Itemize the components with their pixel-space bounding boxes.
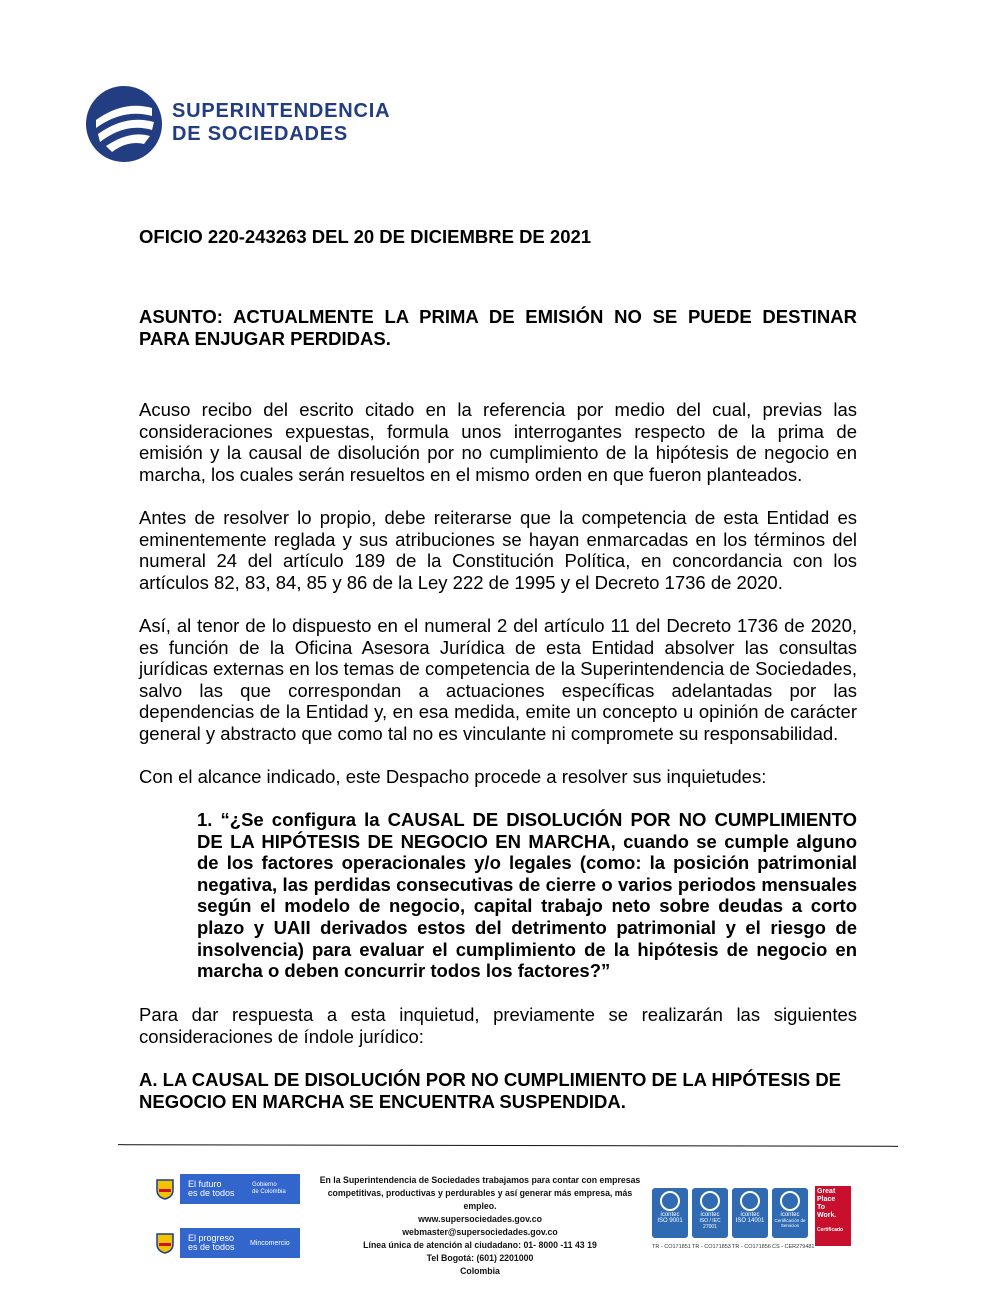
footer-hotline: Línea única de atención al ciudadano: 01- 8000 -11 43 19 xyxy=(363,1240,597,1251)
superintendencia-circle-logo-icon xyxy=(86,86,162,162)
icontec-cert-badge xyxy=(732,1188,768,1238)
colombia-shield-icon xyxy=(150,1174,180,1204)
cert-standard: ISO 14001 xyxy=(735,1218,765,1224)
great-place-to-work-badge xyxy=(815,1186,851,1246)
cert-brand: icontec xyxy=(660,1212,680,1218)
paragraph-4: Con el alcance indicado, este Despacho procede a resolver sus inquietudes: xyxy=(139,766,767,787)
cert-code: TR - CO171851 xyxy=(652,1244,691,1250)
cert-brand: icontec xyxy=(780,1212,800,1218)
cert-standard: ISO / IEC 27001 xyxy=(699,1218,721,1230)
gptw-line-4: Work. xyxy=(817,1212,837,1219)
cert-brand: icontec xyxy=(740,1212,760,1218)
footer-line-1: En la Superintendencia de Sociedades trabajamos para contar con empresas xyxy=(319,1175,641,1186)
footer-website: www.supersociedades.gov.co xyxy=(418,1214,542,1225)
paragraph-3: Así, al tenor de lo dispuesto en el numeral 2 del artículo 11 del Decreto 1736 de 2020, es función de la Oficina Asesora Jurídica de esta Entidad absolver las consultas jurídicas externas en los temas de competencia de la Superintendencia de Sociedades, salvo las que correspondan a actuaciones específicas adelantadas por las dependencias de la Entidad y, en esa medida, emite un concepto u opinión de carácter general y abstracto que como tal no es vinculante ni compromete su responsabilidad. xyxy=(139,615,857,744)
footer-divider xyxy=(118,1144,898,1147)
colombia-shield-icon xyxy=(150,1228,180,1258)
footer-line-2: competitivas, productivas y perdurables y así generar más empresa, más empleo. xyxy=(327,1188,633,1212)
question-1-text: ¿Se configura la CAUSAL DE DISOLUCIÓN POR NO CUMPLIMIENTO DE LA HIPÓTESIS DE NEGOCIO EN MARCHA, cuando se cumple alguno de los factores operacionales y/o legales (como: la posición patrimonial negativa, las perdidas consecutivas de cierre o varios periodos mensuales según el modelo de negocio, capital trabajo neto sobre deudas a corto plazo y UAII derivados estos del detrimento patrimonial y el riesgo de insolvencia) para evaluar el cumplimiento de la hipótesis de negocio en marcha o deben concurrir todos los factores?” xyxy=(197,809,857,982)
cert-code: CS - CER279481 xyxy=(772,1244,815,1250)
subject-line: ASUNTO: ACTUALMENTE LA PRIMA DE EMISIÓN NO SE PUEDE DESTINAR PARA ENJUGAR PERDIDAS. xyxy=(139,306,857,349)
question-1-number: 1. “ xyxy=(197,809,230,830)
gov-badge-2-side: Mincomercio xyxy=(250,1240,290,1247)
cert-code: TR - CO171856 xyxy=(732,1244,771,1250)
icontec-icon xyxy=(700,1191,720,1211)
logo-wordmark xyxy=(172,100,390,146)
icontec-icon xyxy=(740,1191,760,1211)
icontec-icon xyxy=(660,1191,680,1211)
icontec-cert-badge xyxy=(692,1188,728,1238)
gov-badge-1-side-2: de Colombia xyxy=(252,1189,286,1195)
gov-badge-2-line-1: El progreso xyxy=(188,1233,235,1243)
footer-contact xyxy=(314,1174,645,1278)
gptw-line-2: Place xyxy=(817,1196,836,1203)
logo-line-1: SUPERINTENDENCIA xyxy=(172,100,391,122)
cert-standard: ISO 9001 xyxy=(657,1218,683,1224)
paragraph-2: Antes de resolver lo propio, debe reiterarse que la competencia de esta Entidad es eminentemente reglada y sus atribuciones se hayan enmarcadas en los términos del numeral 24 del artículo 189 de la Constitución Política, en concordancia con los artículos 82, 83, 84, 85 y 86 de la Ley 222 de 1995 y el Decreto 1736 de 2020. xyxy=(139,507,857,593)
footer-country: Colombia xyxy=(460,1266,500,1277)
cert-code: TR - CO171853 xyxy=(692,1244,731,1250)
paragraph-5: Para dar respuesta a esta inquietud, previamente se realizarán las siguientes consideraciones de índole jurídico: xyxy=(139,1004,857,1047)
logo-line-2: DE SOCIEDADES xyxy=(172,123,348,145)
gov-badge-1-side-1: Gobierno xyxy=(252,1182,277,1188)
gptw-certified: Certificado xyxy=(817,1227,844,1233)
icontec-cert-badge xyxy=(772,1188,808,1238)
icontec-icon xyxy=(780,1191,800,1211)
gov-badge-2-line-2: es de todos xyxy=(188,1242,235,1252)
cert-standard: Certificación de Servicios xyxy=(774,1218,806,1228)
footer-email: webmaster@supersociedades.gov.co xyxy=(402,1227,558,1238)
gov-badge-1-line-2: es de todos xyxy=(188,1188,235,1198)
icontec-cert-badge xyxy=(652,1188,688,1238)
gov-badge-futuro xyxy=(150,1174,300,1204)
gptw-line-3: To xyxy=(817,1204,826,1211)
section-a-heading: A. LA CAUSAL DE DISOLUCIÓN POR NO CUMPLIMIENTO DE LA HIPÓTESIS DE NEGOCIO EN MARCHA SE ENCUENTRA SUSPENDIDA. xyxy=(139,1069,842,1112)
document-title: OFICIO 220-243263 DEL 20 DE DICIEMBRE DE 2021 xyxy=(139,226,592,247)
gov-badge-1-line-1: El futuro xyxy=(188,1179,222,1189)
question-1 xyxy=(197,809,857,982)
paragraph-1: Acuso recibo del escrito citado en la referencia por medio del cual, previas las consideraciones expuestas, formula unos interrogantes respecto de la prima de emisión y la causal de disolución por no cumplimiento de la hipótesis de negocio en marcha, los cuales serán resueltos en el mismo orden en que fueron planteados. xyxy=(139,399,857,485)
gov-badge-progreso xyxy=(150,1228,300,1258)
gptw-line-1: Great xyxy=(817,1188,836,1195)
cert-brand: icontec xyxy=(700,1212,720,1218)
footer-phone: Tel Bogotá: (601) 2201000 xyxy=(426,1253,534,1264)
